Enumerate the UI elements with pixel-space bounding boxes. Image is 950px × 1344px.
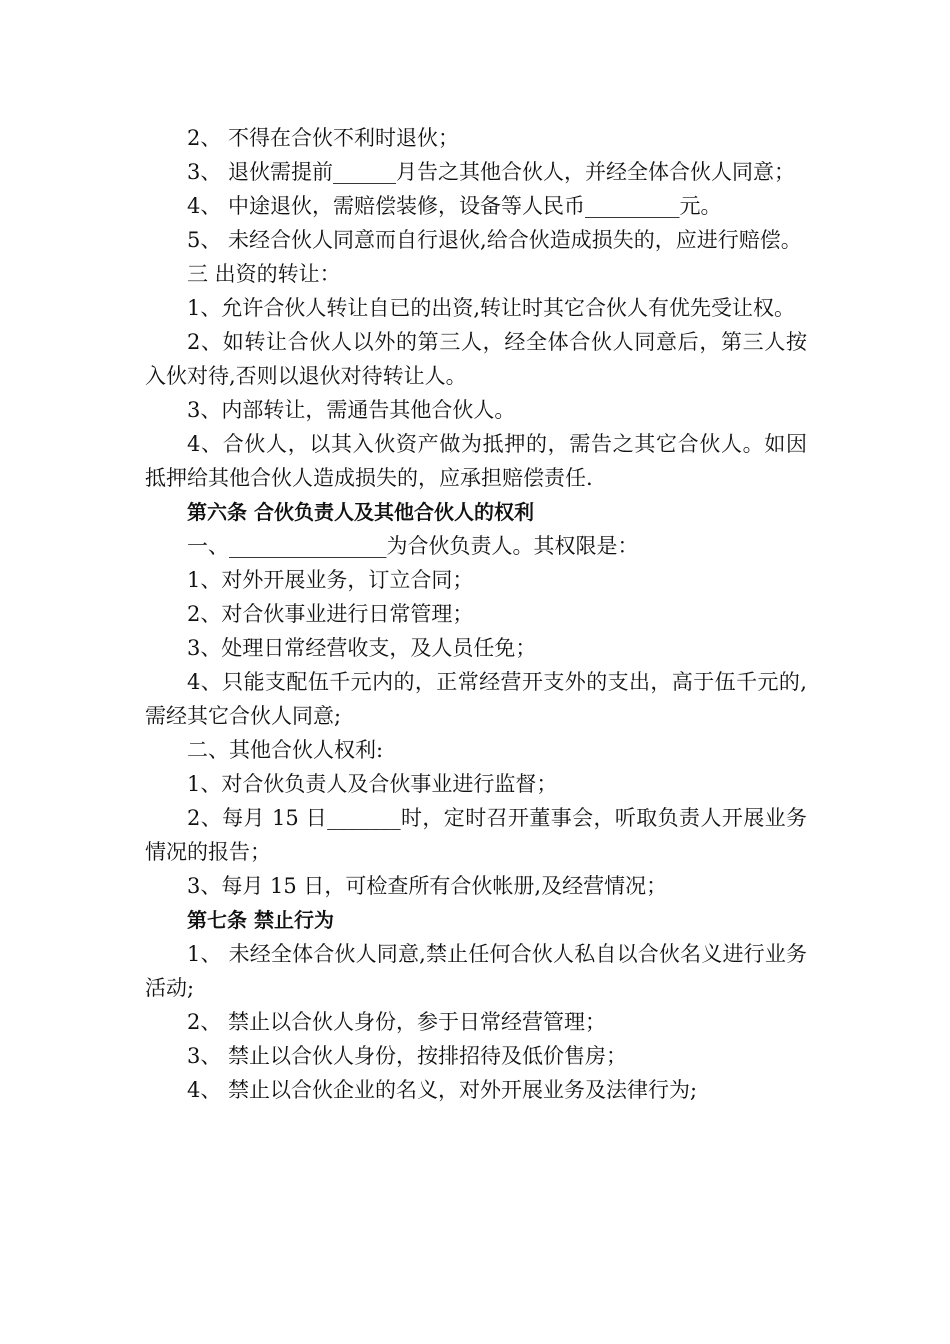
clause-item: 3、 退伙需提前______月告之其他合伙人，并经全体合伙人同意；	[187, 160, 796, 184]
clause-item: 3、内部转让，需通告其他合伙人。	[187, 398, 516, 422]
clause-item: 2、对合伙事业进行日常管理；	[187, 602, 474, 626]
clause-item: 3、每月 15 日，可检查所有合伙帐册,及经营情况；	[187, 874, 668, 898]
clause-item: 1、对外开展业务，订立合同；	[187, 568, 474, 592]
clause-item: 2、 禁止以合伙人身份，参于日常经营管理；	[187, 1010, 607, 1034]
document-page	[145, 121, 807, 1107]
clause-item: 5、 未经合伙人同意而自行退伙,给合伙造成损失的，应进行赔偿。	[187, 228, 802, 252]
clause-item: 2、 不得在合伙不利时退伙；	[187, 126, 460, 150]
clause-item: 2、每月 15 日_______时，定时召开董事会，听取负责人开展业务情况的报告；	[145, 806, 807, 864]
clause-item: 4、 中途退伙，需赔偿装修，设备等人民币_________元。	[187, 194, 722, 218]
clause-item: 3、 禁止以合伙人身份，按排招待及低价售房；	[187, 1044, 628, 1068]
clause-item: 2、如转让合伙人以外的第三人，经全体合伙人同意后，第三人按入伙对待,否则以退伙对待转让人。	[145, 330, 807, 388]
article-heading: 第六条 合伙负责人及其他合伙人的权利	[187, 500, 534, 524]
section-subtitle: 三 出资的转让：	[187, 262, 341, 286]
article-heading: 第七条 禁止行为	[187, 908, 334, 932]
clause-item: 1、对合伙负责人及合伙事业进行监督；	[187, 772, 558, 796]
section-subtitle: 一、_______________为合伙负责人。其权限是：	[187, 534, 639, 558]
clause-item: 3、处理日常经营收支，及人员任免；	[187, 636, 537, 660]
clause-item: 4、合伙人，以其入伙资产做为抵押的，需告之其它合伙人。如因抵押给其他合伙人造成损失的，应承担赔偿责任.	[145, 432, 807, 490]
clause-item: 4、 禁止以合伙企业的名义，对外开展业务及法律行为;	[187, 1078, 698, 1102]
clause-item: 1、允许合伙人转让自已的出资,转让时其它合伙人有优先受让权。	[187, 296, 796, 320]
clause-item: 4、只能支配伍千元内的，正常经营开支外的支出，高于伍千元的,需经其它合伙人同意;	[145, 670, 807, 728]
clause-item: 1、 未经全体合伙人同意,禁止任何合伙人私自以合伙名义进行业务活动;	[145, 942, 807, 1000]
section-subtitle: 二、其他合伙人权利:	[187, 738, 384, 762]
